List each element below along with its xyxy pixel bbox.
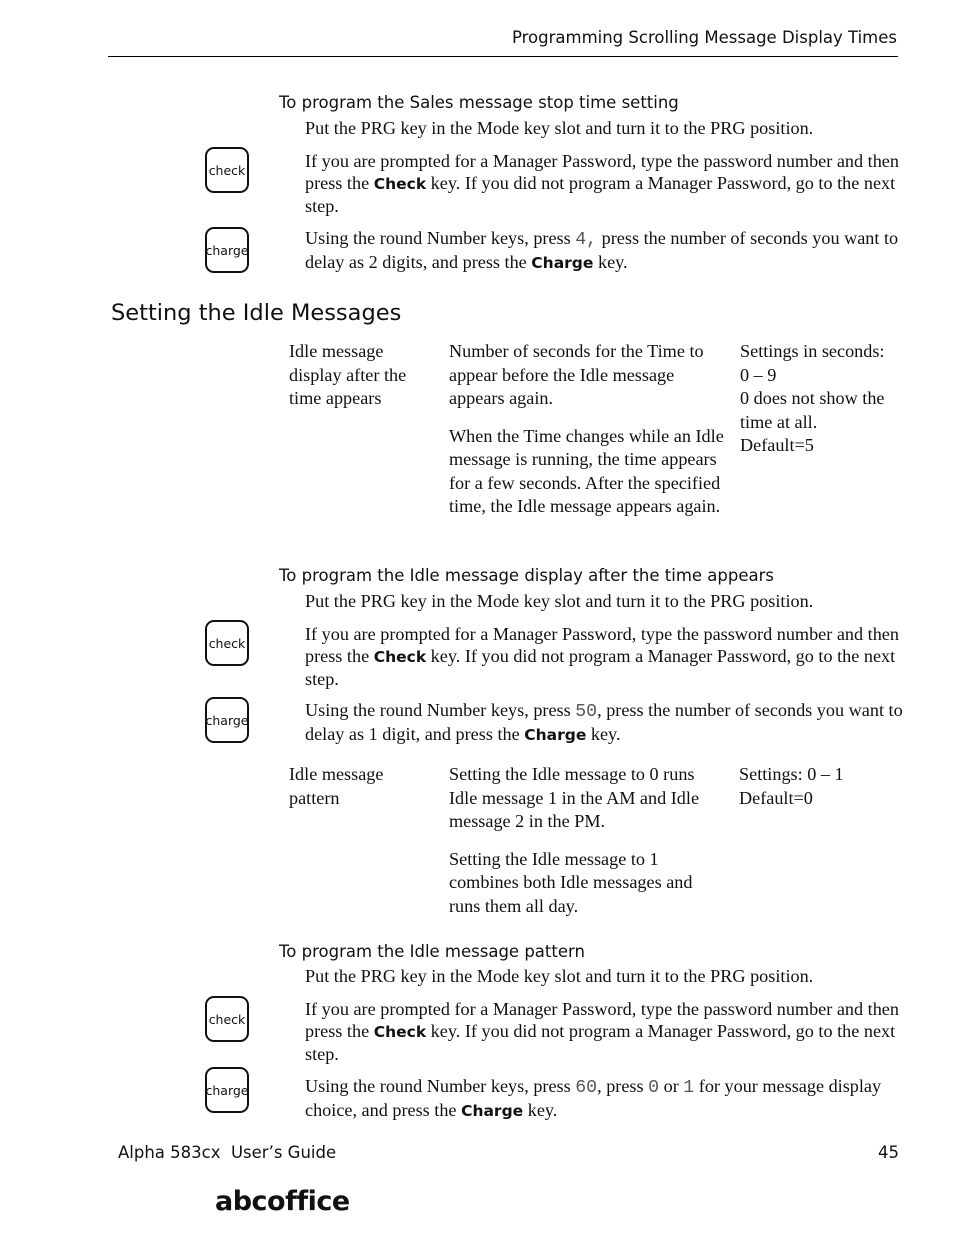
key-sequence: 4,	[575, 230, 598, 250]
check-key-label: Check	[373, 1023, 427, 1041]
setting-name: Idle message display after the time appears	[289, 341, 407, 408]
step-prg-key: Put the PRG key in the Mode key slot and turn it to the PRG position.	[305, 966, 814, 986]
header-rule	[108, 56, 898, 57]
check-key-label: Check	[373, 648, 427, 666]
footer-guide-title: Alpha 583cx User’s Guide	[118, 1143, 337, 1162]
procedure-title-idle-display: To program the Idle message display after the time appears	[279, 566, 774, 585]
check-key-icon: check	[205, 147, 249, 193]
running-header: Programming Scrolling Message Display Times	[511, 28, 897, 47]
setting-name: Idle message pattern	[289, 764, 384, 808]
charge-key-icon: charge	[205, 697, 249, 743]
check-key-icon: check	[205, 620, 249, 666]
key-sequence: 1	[683, 1078, 695, 1098]
charge-key-icon: charge	[205, 1067, 249, 1113]
step-enter-value: Using the round Number keys, press 4, press the number of seconds you want to delay as 2 digits, and press the Charge key.	[305, 228, 899, 272]
step-manager-password: If you are prompted for a Manager Password, type the password number and then press the Check key. If you did not program a Manager Password, go to the next step.	[305, 999, 899, 1064]
step-prg-key: Put the PRG key in the Mode key slot and turn it to the PRG position.	[305, 591, 814, 611]
abcoffice-logo: abcoffice	[215, 1186, 350, 1217]
key-sequence: 60	[575, 1078, 598, 1098]
charge-key-label: Charge	[461, 1102, 524, 1120]
section-title: Setting the Idle Messages	[111, 300, 402, 326]
step-prg-key: Put the PRG key in the Mode key slot and turn it to the PRG position.	[305, 118, 814, 138]
step-manager-password: If you are prompted for a Manager Password, type the password number and then press the Check key. If you did not program a Manager Password, go to the next step.	[305, 151, 899, 216]
key-sequence: 50	[575, 702, 598, 722]
setting-description: Setting the Idle message to 0 runs Idle message 1 in the AM and Idle message 2 in the PM. Setting the Idle message to 1 combines both Idle messages and runs them all day.	[449, 764, 700, 916]
step-enter-value: Using the round Number keys, press 50, press the number of seconds you want to delay as 1 digit, and press the Charge key.	[305, 700, 903, 744]
setting-values: Settings: 0 – 1 Default=0	[739, 764, 844, 808]
step-enter-value: Using the round Number keys, press 60, press 0 or 1 for your message display choice, and press the Charge key.	[305, 1076, 882, 1120]
setting-description: Number of seconds for the Time to appear before the Idle message appears again. When the Time changes while an Idle message is running, the time appears for a few seconds. After the specified time, the Idle message appears again.	[449, 341, 724, 516]
procedure-title-idle-pattern: To program the Idle message pattern	[279, 942, 585, 961]
charge-key-icon: charge	[205, 227, 249, 273]
page-number: 45	[878, 1143, 899, 1162]
procedure-title-sales-stop-time: To program the Sales message stop time setting	[279, 93, 679, 112]
charge-key-label: Charge	[531, 254, 594, 272]
check-key-icon: check	[205, 996, 249, 1042]
step-manager-password: If you are prompted for a Manager Password, type the password number and then press the Check key. If you did not program a Manager Password, go to the next step.	[305, 624, 899, 689]
key-sequence: 0	[648, 1078, 660, 1098]
charge-key-label: Charge	[524, 726, 587, 744]
setting-values: Settings in seconds: 0 – 9 0 does not show the time at all. Default=5	[740, 341, 885, 455]
check-key-label: Check	[373, 175, 427, 193]
